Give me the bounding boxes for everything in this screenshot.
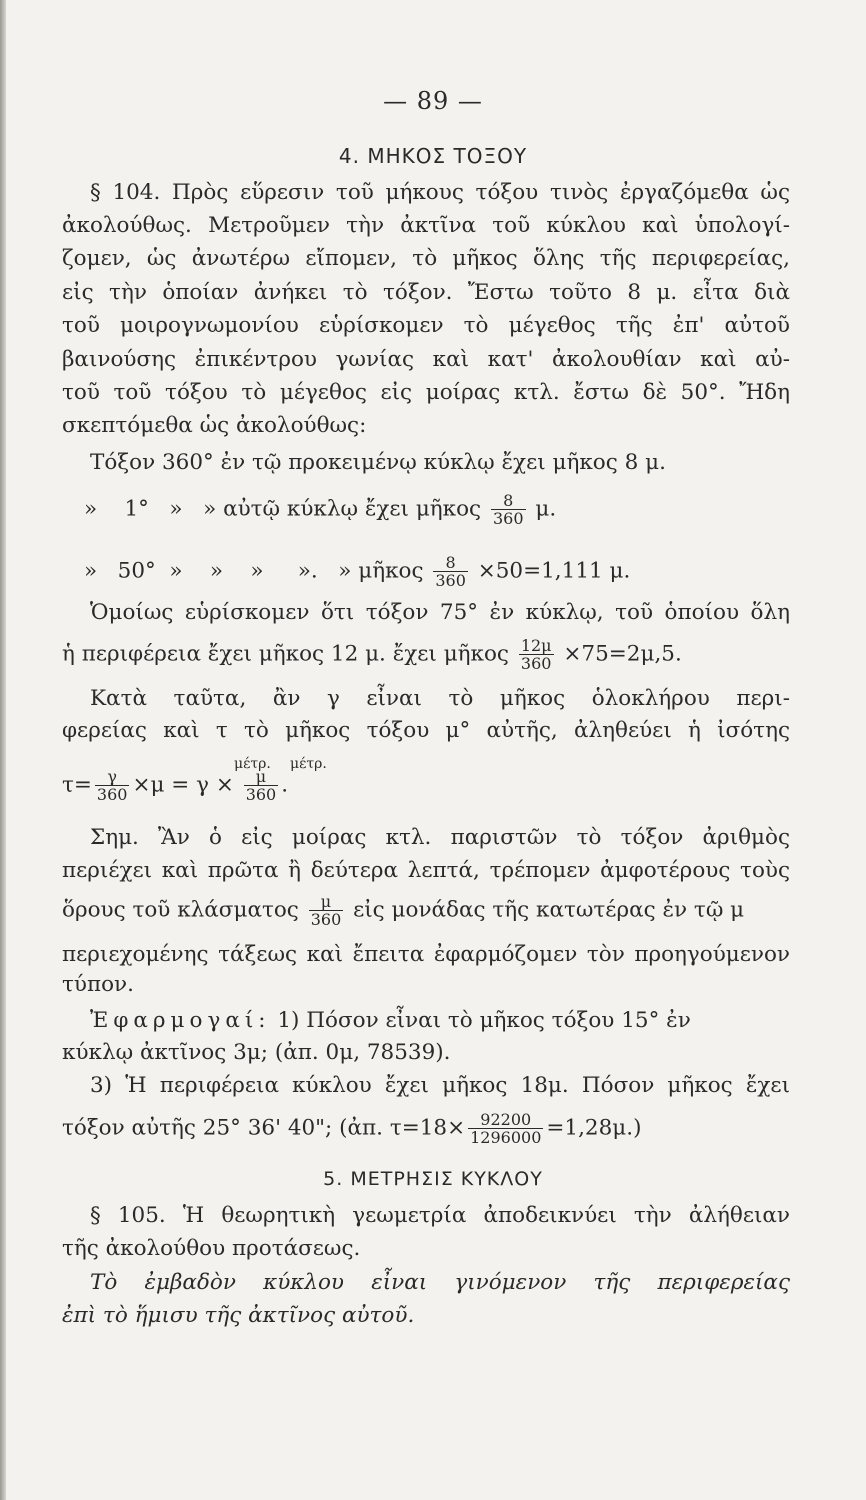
formula-label-2: μέτρ. bbox=[290, 756, 327, 772]
fraction-8-360: $\frac{8}{360}$ bbox=[435, 553, 466, 590]
note-line-5: τύπον. bbox=[62, 972, 134, 997]
paragraph-104-line-6: βαινούσης ἐπικέντρου γωνίας καὶ κατ' ἀκολουθίαν καὶ αὐ- bbox=[62, 347, 790, 372]
paragraph-104-line-2: ἀκολούθως. Μετροῦμεν τὴν ἀκτῖνα τοῦ κύκλου καὶ ὑπολογί- bbox=[62, 213, 790, 238]
similar-line-1: Ὁμοίως εὑρίσκομεν ὅτι τόξον 75° ἐν κύκλῳ, τοῦ ὁποίου ὅλη bbox=[90, 600, 790, 625]
paragraph-105-line-2: τῆς ἀκολούθου προτάσεως. bbox=[62, 1236, 361, 1261]
calculation-line-2: » 1° » » αὐτῷ κύκλῳ ἔχει μῆκος $\frac{8}{360}$ μ. bbox=[84, 491, 557, 528]
accordingly-line-2: φερείας καὶ τ τὸ μῆκος τόξου μ° αὐτῆς, ἀληθεύει ἡ ἰσότης bbox=[62, 718, 790, 743]
paragraph-104-line-3: ζομεν, ὡς ἀνωτέρω εἴπομεν, τὸ μῆκος ὅλης τῆς περιφερείας, bbox=[62, 246, 790, 271]
section-4-heading: 4. ΜΗΚΟΣ ΤΟΞΟΥ bbox=[338, 144, 528, 168]
theorem-line-2: ἐπὶ τὸ ἥμισυ τῆς ἀκτῖνος αὐτοῦ. bbox=[62, 1303, 415, 1328]
paragraph-104-line-7: τοῦ τοῦ τόξου τὸ μέγεθος εἰς μοίρας κτλ. ἔστω δὲ 50°. Ἤδη bbox=[62, 380, 790, 405]
note-line-1: Σημ. Ἂν ὁ εἰς μοίρας κτλ. παριστῶν τὸ τόξον ἀριθμὸς bbox=[90, 825, 790, 850]
paragraph-104-line-5: τοῦ μοιρογνωμονίου εὑρίσκομεν τὸ μέγεθος τῆς ἐπ' αὐτοῦ bbox=[62, 313, 790, 338]
paragraph-104-line-8: σκεπτόμεθα ὡς ἀκολούθως: bbox=[62, 413, 367, 438]
fraction-12-360: $\frac{12\mu}{360}$ bbox=[520, 636, 552, 673]
calculation-line-3: » 50° » » » ». » μῆκος $\frac{8}{360}$ ×50=1,111 μ. bbox=[84, 553, 631, 590]
fraction-mu-360: $\frac{\mu}{360}$ bbox=[245, 767, 277, 804]
theorem-line-1: Τὸ ἐμβαδὸν κύκλου εἶναι γινόμενον τῆς περιφερείας bbox=[90, 1270, 790, 1295]
note-line-2: περιέχει καὶ πρῶτα ἢ δεύτερα λεπτά, τρέπομεν ἀμφοτέρους τοὺς bbox=[62, 858, 790, 883]
formula-line: τ= $\frac{\gamma}{360}$ ×μ = γ × $\frac{\mu}{360}$ . bbox=[62, 767, 289, 804]
similar-line-2: ἡ περιφέρεια ἔχει μῆκος 12 μ. ἔχει μῆκος $\frac{12\mu}{360}$ ×75=2μ,5. bbox=[62, 636, 682, 673]
accordingly-line-1: Κατὰ ταῦτα, ἂν γ εἶναι τὸ μῆκος ὁλοκλήρου περι- bbox=[90, 686, 790, 711]
note-line-4: περιεχομένης τάξεως καὶ ἔπειτα ἐφαρμόζομεν τὸν προηγούμενον bbox=[62, 942, 790, 967]
applications-line-3: 3) Ἡ περιφέρεια κύκλου ἔχει μῆκος 18μ. Πόσον μῆκος ἔχει bbox=[90, 1073, 790, 1098]
calculation-line-1: Τόξον 360° ἐν τῷ προκειμένῳ κύκλῳ ἔχει μῆκος 8 μ. bbox=[90, 450, 666, 475]
applications-label: Ἐφαρμογαί: bbox=[90, 1008, 271, 1033]
fraction-gamma-360: $\frac{\gamma}{360}$ bbox=[96, 767, 128, 804]
applications-line-2: κύκλῳ ἀκτῖνος 3μ; (ἀπ. 0μ, 78539). bbox=[62, 1040, 451, 1065]
applications-line-4: τόξον αὐτῆς 25° 36' 40"; (ἀπ. τ=18× $\frac{92200}{1296000}$ =1,28μ.) bbox=[62, 1110, 642, 1147]
section-5-heading: 5. ΜΕΤΡΗΣΙΣ ΚΥΚΛΟΥ bbox=[323, 1168, 543, 1190]
page-number: — 89 — bbox=[383, 87, 483, 115]
formula-label-1: μέτρ. bbox=[234, 756, 271, 772]
fraction-mu-360: $\frac{\mu}{360}$ bbox=[310, 892, 342, 929]
fraction-8-360: $\frac{8}{360}$ bbox=[492, 491, 524, 528]
applications-line-1: Ἐφαρμογαί: 1) Πόσον εἶναι τὸ μῆκος τόξου 15° ἐν bbox=[90, 1008, 691, 1033]
paragraph-105-line-1: § 105. Ἡ θεωρητικὴ γεωμετρία ἀποδεικνύει τὴν ἀλήθειαν bbox=[90, 1203, 790, 1228]
paragraph-104-line-1: § 104. Πρὸς εὕρεσιν τοῦ μήκους τόξου τινὸς ἐργαζόμεθα ὡς bbox=[90, 180, 790, 205]
fraction-92200-1296000: $\frac{92200}{1296000}$ bbox=[470, 1110, 542, 1147]
note-line-3: ὅρους τοῦ κλάσματος $\frac{\mu}{360}$ εἰς μονάδας τῆς κατωτέρας ἐν τῷ μ bbox=[62, 892, 745, 929]
paragraph-104-line-4: εἰς τὴν ὁποίαν ἀνήκει τὸ τόξον. Ἔστω τοῦτο 8 μ. εἶτα διὰ bbox=[62, 280, 790, 305]
